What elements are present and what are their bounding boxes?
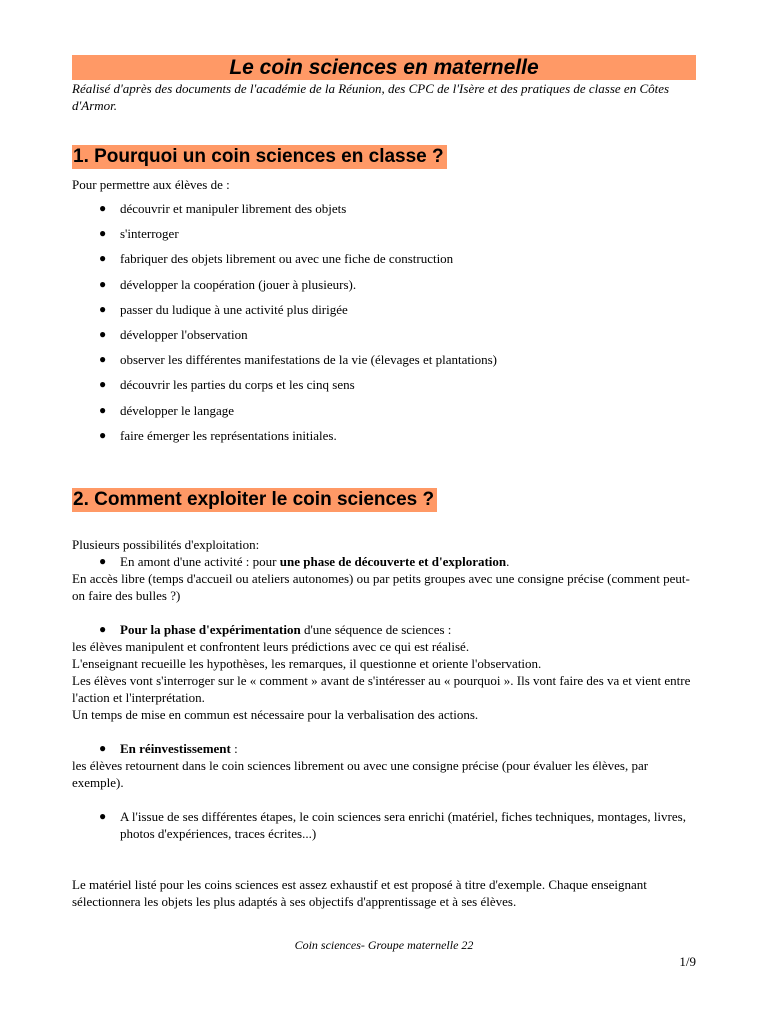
list-item: ● A l'issue de ses différentes étapes, le coin sciences sera enrichi (matériel, fiches techniques, montages, livres, photos d'expériences, traces écrites...): [99, 809, 686, 841]
list-item: ● passer du ludique à une activité plus dirigée: [99, 301, 348, 317]
bullet-icon: ●: [99, 301, 107, 316]
bullet-icon: ●: [99, 427, 107, 442]
list-item: ● observer les différentes manifestations de la vie (élevages et plantations): [99, 352, 497, 368]
paragraph: En accès libre (temps d'accueil ou ateliers autonomes) ou par petits groupes avec une consigne précise (comment peut-on faire des bulles ?): [72, 571, 690, 603]
section2-part3: [72, 740, 696, 791]
list-item: ● s'interroger: [99, 226, 179, 242]
list-item: ● développer la coopération (jouer à plusieurs).: [99, 276, 357, 292]
closing-paragraph: Le matériel listé pour les coins sciences est assez exhaustif et est proposé à titre d'exemple. Chaque enseignant sélectionnera les objets les plus adaptés à ses objectifs d'apprentissage et à ses élèves.: [72, 877, 647, 909]
bullet-icon: ●: [99, 352, 107, 367]
bullet-icon: ●: [99, 377, 107, 392]
bullet-icon: ●: [99, 554, 107, 568]
list-item: ● faire émerger les représentations initiales.: [99, 427, 337, 443]
list-item: ● En réinvestissement :: [99, 741, 238, 756]
list-item: ● En amont d'une activité : pour une phase de découverte et d'exploration.: [99, 554, 510, 569]
section2-part2: [72, 621, 696, 723]
paragraph: Les élèves vont s'interroger sur le « comment » avant de s'intéresser au « pourquoi ». Ils vont faire des va et vient entre l'action et l'interprétation.: [72, 673, 691, 705]
bullet-icon: ●: [99, 622, 107, 636]
bullet-icon: ●: [99, 201, 107, 215]
bullet-icon: ●: [99, 276, 107, 291]
section2-heading: 2. Comment exploiter le coin sciences ?: [72, 488, 437, 512]
bullet-icon: ●: [99, 251, 107, 266]
paragraph: Un temps de mise en commun est nécessaire pour la verbalisation des actions.: [72, 707, 479, 722]
list-item: ● fabriquer des objets librement ou avec une fiche de construction: [99, 251, 454, 267]
paragraph: L'enseignant recueille les hypothèses, les remarques, il questionne et oriente l'observation.: [72, 656, 542, 671]
list-item: ● découvrir les parties du corps et les cinq sens: [99, 377, 355, 393]
paragraph: les élèves manipulent et confrontent leurs prédictions avec ce qui est réalisé.: [72, 639, 470, 654]
document-title: Le coin sciences en maternelle: [72, 55, 696, 80]
list-item: ● découvrir et manipuler librement des objets: [99, 201, 347, 216]
section1-heading: 1. Pourquoi un coin sciences en classe ?: [72, 145, 447, 169]
list-item: ● développer l'observation: [99, 326, 248, 342]
bullet-icon: ●: [99, 809, 107, 823]
list-item: ● Pour la phase d'expérimentation d'une séquence de sciences :: [99, 622, 452, 637]
paragraph: les élèves retournent dans le coin sciences librement ou avec une consigne précise (pour évaluer les élèves, par exemple).: [72, 758, 649, 790]
section2-intro: Plusieurs possibilités d'exploitation:: [72, 537, 260, 552]
section2-part4: [72, 808, 696, 842]
section2-part1: [72, 553, 696, 604]
bullet-icon: ●: [99, 226, 107, 241]
bullet-icon: ●: [99, 402, 107, 417]
page-footer: Coin sciences- Groupe maternelle 22: [294, 938, 474, 952]
list-item: ● développer le langage: [99, 402, 235, 418]
page-number: 1/9: [679, 954, 696, 969]
section1-intro: Pour permettre aux élèves de :: [72, 177, 230, 192]
document-subtitle: Réalisé d'après des documents de l'académie de la Réunion, des CPC de l'Isère et des pratiques de classe en Côtes d'Armor.: [72, 81, 670, 113]
section1-bullet-list: [72, 200, 696, 452]
bullet-icon: ●: [99, 741, 107, 755]
bullet-icon: ●: [99, 326, 107, 341]
